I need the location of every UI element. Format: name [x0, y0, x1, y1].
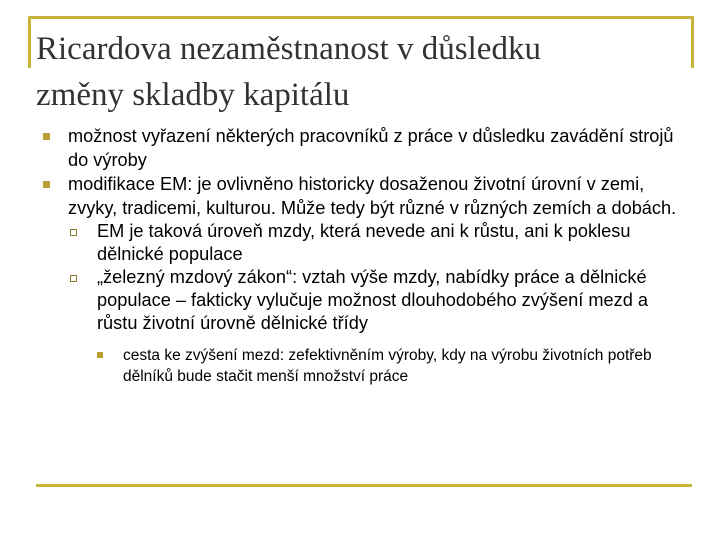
slide-title-line-2: změny skladby kapitálu: [36, 77, 350, 113]
sub-bullet-item: [40, 266, 690, 335]
bullet-item: [40, 172, 690, 220]
sub-bullet-item: [40, 220, 690, 266]
bullet-item: [40, 124, 690, 172]
square-bullet-icon: [97, 352, 103, 358]
sub-bullet-text: „železný mzdový zákon“: vztah výše mzdy, nabídky práce a dělnické populace – fakticky vylučuje možnost dlouhodobého zvýšení mezd a růstu životní úrovně dělnické třídy: [97, 267, 648, 333]
hollow-square-bullet-icon: [70, 275, 77, 282]
hollow-square-bullet-icon: [70, 229, 77, 236]
sub-sub-bullet-text: cesta ke zvýšení mezd: zefektivněním výroby, kdy na výrobu životních potřeb dělníků bude stačit menší množství práce: [123, 347, 652, 385]
frame-top-rule: [28, 16, 694, 19]
slide-title: [36, 26, 676, 118]
bottom-rule: [36, 484, 692, 487]
bullet-text: možnost vyřazení některých pracovníků z práce v důsledku zavádění strojů do výroby: [68, 126, 674, 170]
square-bullet-icon: [43, 133, 50, 140]
square-bullet-icon: [43, 181, 50, 188]
frame-left-rule: [28, 16, 31, 68]
sub-bullet-text: EM je taková úroveň mzdy, která nevede ani k růstu, ani k poklesu dělnické populace: [97, 221, 631, 264]
frame-right-rule: [691, 16, 694, 68]
slide-content: [40, 124, 690, 387]
bullet-text: modifikace EM: je ovlivněno historicky dosaženou životní úrovní v zemi, zvyky, tradicemi, kulturou. Může tedy být různé v různých zemích a dobách.: [68, 174, 677, 218]
slide-title-line-1: Ricardova nezaměstnanost v důsledku: [36, 31, 541, 67]
sub-sub-bullet-item: [40, 345, 690, 387]
